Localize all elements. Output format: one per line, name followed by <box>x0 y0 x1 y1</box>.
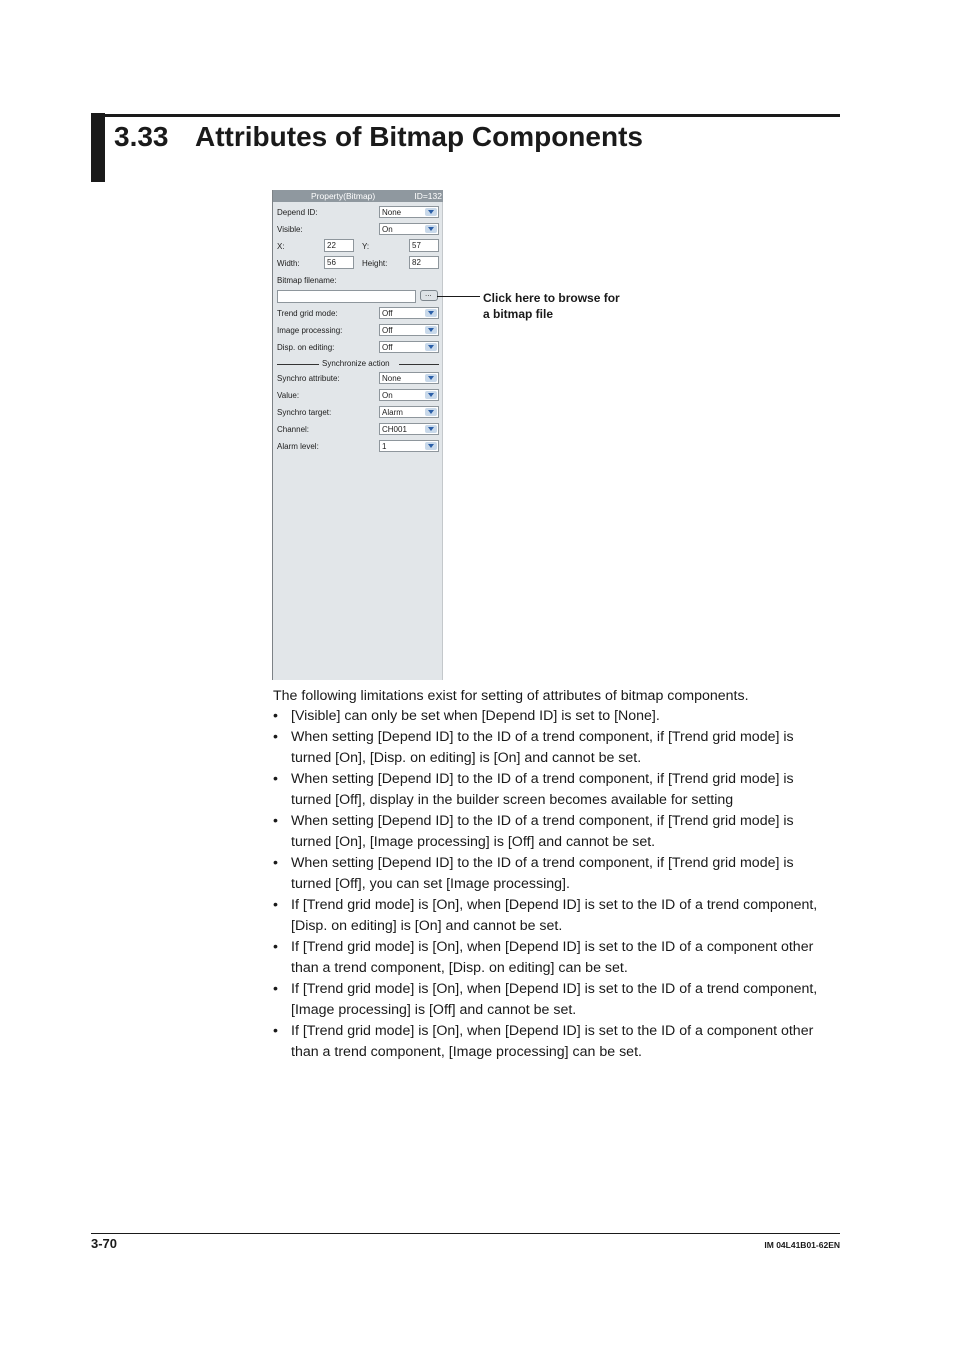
chevron-down-icon <box>425 408 437 416</box>
browse-button[interactable]: ... <box>420 290 438 301</box>
height-field[interactable]: 82 <box>409 256 439 269</box>
x-field[interactable]: 22 <box>324 239 354 252</box>
panel-titlebar <box>273 190 443 202</box>
y-label: Y: <box>362 242 370 251</box>
channel-dropdown[interactable]: CH001 <box>379 423 439 435</box>
depend-id-dropdown[interactable]: None <box>379 206 439 218</box>
channel-label: Channel: <box>277 425 310 434</box>
synchro-attribute-dropdown[interactable]: None <box>379 372 439 384</box>
list-item: • When setting [Depend ID] to the ID of a trend component, if [Trend grid mode] is turned [Off], display in the builder screen becomes available for setting <box>273 771 794 808</box>
property-panel <box>272 190 443 680</box>
chevron-down-icon <box>425 309 437 317</box>
list-item: • [Visible] can only be set when [Depend ID] is set to [None]. <box>273 708 660 724</box>
list-item: • When setting [Depend ID] to the ID of a trend component, if [Trend grid mode] is turned [Off], you can set [Image processing]. <box>273 855 794 892</box>
chevron-down-icon <box>425 225 437 233</box>
section-title: Attributes of Bitmap Components <box>195 121 643 152</box>
document-id: IM 04L41B01-62EN <box>764 1240 840 1250</box>
divider <box>277 364 319 365</box>
page-title <box>114 121 643 153</box>
intro-paragraph: The following limitations exist for setting of attributes of bitmap components. <box>273 688 749 704</box>
trend-grid-mode-label: Trend grid mode: <box>277 309 338 318</box>
image-processing-dropdown[interactable]: Off <box>379 324 439 336</box>
bitmap-filename-field[interactable] <box>277 290 416 303</box>
sync-section-label: Synchronize action <box>322 359 390 368</box>
value-dropdown[interactable]: On <box>379 389 439 401</box>
chevron-down-icon <box>425 326 437 334</box>
value-label: Value: <box>277 391 300 400</box>
y-field[interactable]: 57 <box>409 239 439 252</box>
width-field[interactable]: 56 <box>324 256 354 269</box>
list-item: • When setting [Depend ID] to the ID of a trend component, if [Trend grid mode] is turned [On], [Image processing] is [Off] and cannot be set. <box>273 813 794 850</box>
disp-on-editing-label: Disp. on editing: <box>277 343 335 352</box>
panel-id-label: ID=132 <box>414 191 442 201</box>
x-label: X: <box>277 242 285 251</box>
callout-line-1: Click here to browse for <box>483 291 620 305</box>
visible-label: Visible: <box>277 225 303 234</box>
browse-callout <box>483 290 653 322</box>
chevron-down-icon <box>425 391 437 399</box>
footer-rule <box>91 1233 840 1234</box>
chevron-down-icon <box>425 343 437 351</box>
chevron-down-icon <box>425 425 437 433</box>
section-number: 3.33 <box>114 121 169 152</box>
alarm-level-dropdown[interactable]: 1 <box>379 440 439 452</box>
visible-dropdown[interactable]: On <box>379 223 439 235</box>
trend-grid-mode-dropdown[interactable]: Off <box>379 307 439 319</box>
list-item: • If [Trend grid mode] is [On], when [Depend ID] is set to the ID of a trend component, [Disp. on editing] is [On] and cannot be set. <box>273 897 818 934</box>
depend-id-label: Depend ID: <box>277 208 318 217</box>
synchro-target-label: Synchro target: <box>277 408 332 417</box>
bitmap-filename-label: Bitmap filename: <box>277 276 337 285</box>
page-number: 3-70 <box>91 1236 118 1251</box>
image-processing-label: Image processing: <box>277 326 343 335</box>
panel-title: Property(Bitmap) <box>311 191 376 201</box>
chevron-down-icon <box>425 442 437 450</box>
callout-leader-line <box>437 296 480 297</box>
height-label: Height: <box>362 259 388 268</box>
callout-line-2: a bitmap file <box>483 307 554 321</box>
synchro-target-dropdown[interactable]: Alarm <box>379 406 439 418</box>
heading-bar <box>91 113 105 182</box>
chevron-down-icon <box>425 208 437 216</box>
chevron-down-icon <box>425 374 437 382</box>
list-item: • If [Trend grid mode] is [On], when [Depend ID] is set to the ID of a trend component, [Image processing] is [Off] and cannot be set. <box>273 981 818 1018</box>
heading-rule <box>105 114 840 117</box>
divider <box>399 364 439 365</box>
limitations-list <box>273 706 843 1063</box>
width-label: Width: <box>277 259 300 268</box>
alarm-level-label: Alarm level: <box>277 442 319 451</box>
list-item: • If [Trend grid mode] is [On], when [Depend ID] is set to the ID of a component other than a trend component, [Disp. on editing] can be set. <box>273 939 814 976</box>
list-item: • If [Trend grid mode] is [On], when [Depend ID] is set to the ID of a component other than a trend component, [Image processing] can be set. <box>273 1023 814 1060</box>
synchro-attribute-label: Synchro attribute: <box>277 374 340 383</box>
list-item: • When setting [Depend ID] to the ID of a trend component, if [Trend grid mode] is turned [On], [Disp. on editing] is [On] and cannot be set. <box>273 729 794 766</box>
disp-on-editing-dropdown[interactable]: Off <box>379 341 439 353</box>
